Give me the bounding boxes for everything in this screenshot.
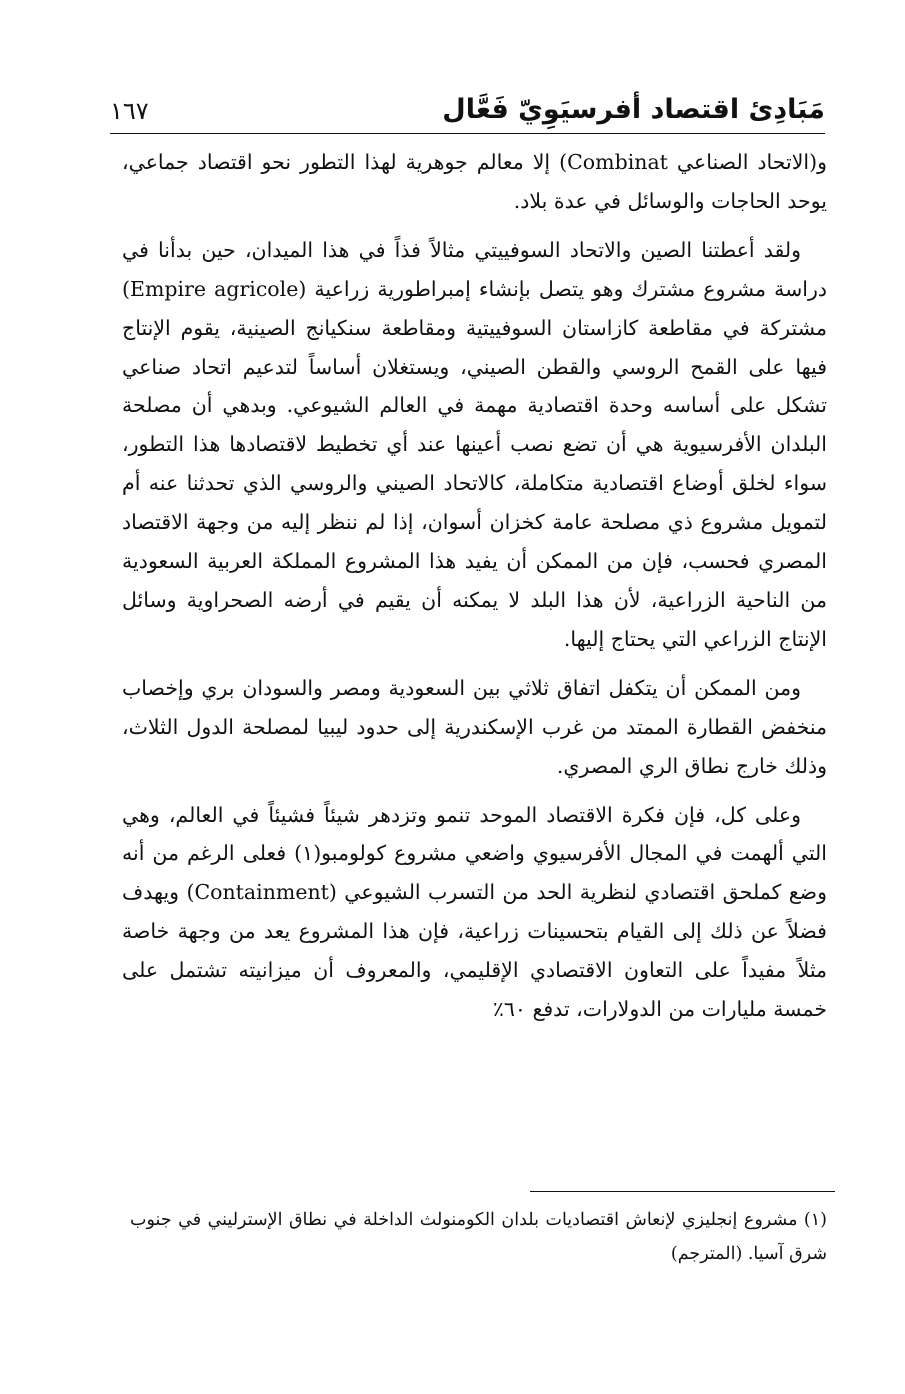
page-header [110,92,825,132]
body-text [122,143,827,1039]
running-title: مَبَادِئ اقتصاد أفرسيَوِيّ فَعَّال [442,94,825,125]
paragraph: وعلى كل، فإن فكرة الاقتصاد الموحد تنمو وتزدهر شيئاً فشيئاً في العالم، وهي التي ألهمت في المجال الأفرسيوي واضعي مشروع كولومبو(١) فعلى الرغم من أنه وضع كملحق اقتصادي لنظرية الحد من التسرب الشيوعي (Containment) ويهدف فضلاً عن ذلك إلى القيام بتحسينات زراعية، فإن هذا المشروع يعد من وجهة خاصة مثلاً مفيداً على التعاون الاقتصادي الإقليمي، والمعروف أن ميزانيته تشتمل على خمسة مليارات من الدولارات، تدفع ٦٠٪ [122,802,827,1022]
paragraph: و(الاتحاد الصناعي Combinat) إلا معالم جوهرية لهذا التطور نحو اقتصاد جماعي، يوحد الحاجات والوسائل في عدة بلاد. [122,150,827,213]
header-rule [110,133,825,134]
footnote [130,1203,827,1271]
page-number: ١٦٧ [110,97,149,125]
footnote-rule [530,1191,835,1192]
footnote-text: (١) مشروع إنجليزي لإنعاش اقتصاديات بلدان الكومنولث الداخلة في نطاق الإسترليني في جنوب شرق آسيا. (المترجم) [130,1210,827,1264]
paragraph: ولقد أعطتنا الصين والاتحاد السوفييتي مثالاً فذاً في هذا الميدان، حين بدأنا في دراسة مشروع مشترك وهو يتصل بإنشاء إمبراطورية زراعية (Empire agricole) مشتركة في مقاطعة كازاستان السوفييتية ومقاطعة سنكيانج الصينية، يقوم الإنتاج فيها على القمح الروسي والقطن الصيني، ويستغلان أساساً لتدعيم اتحاد صناعي تشكل على أساسه وحدة اقتصادية مهمة في العالم الشيوعي. وبدهي أن مصلحة البلدان الأفرسيوية هي أن تضع نصب أعينها عند أي تخطيط لاقتصادها هذا التطور، سواء لخلق أوضاع اقتصادية متكاملة، كالاتحاد الصيني والروسي الذي تحدثنا عنه أم لتمويل مشروع ذي مصلحة عامة كخزان أسوان، إذا لم ننظر إليه من وجهة الاقتصاد المصري فحسب، فإن من الممكن أن يفيد هذا المشروع المملكة العربية السعودية من الناحية الزراعية، لأن هذا البلد لا يمكنه أن يقيم في أرضه الصحراوية وسائل الإنتاج الزراعي التي يحتاج إليها. [122,237,827,651]
paragraph: ومن الممكن أن يتكفل اتفاق ثلاثي بين السعودية ومصر والسودان بري وإخصاب منخفض القطارة الممتد من غرب الإسكندرية إلى حدود ليبيا لمصلحة الدول الثلاث، وذلك خارج نطاق الري المصري. [122,675,827,778]
